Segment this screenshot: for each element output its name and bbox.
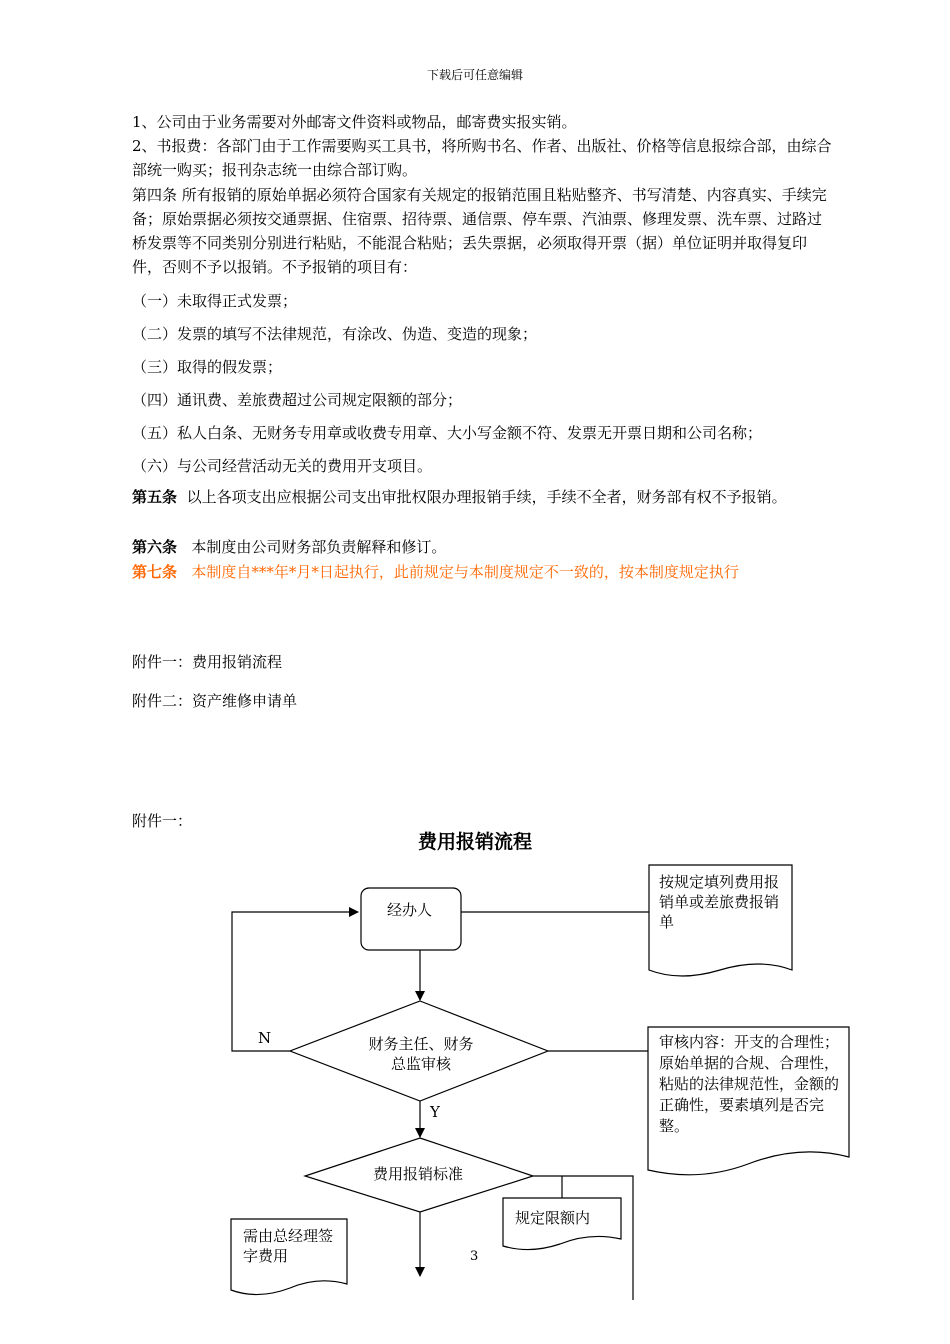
page-number: 3 [470, 1249, 479, 1264]
list-item: （二）发票的填写不法律规范，有涂改、伪造、变造的现象； [132, 325, 538, 343]
attachment-2: 附件二：资产维修申请单 [132, 692, 298, 710]
article-4: 第四条 所有报销的原始单据必须符合国家有关规定的报销范围且粘贴整齐、书写清楚、内容真实、手续完备；原始票据必须按交通票据、住宿票、招待票、通信票、停车票、汽油票、修理发票、洗车票、过路过桥发票等不同类别分别进行粘贴，不能混合粘贴；丢失票据，必须取得开票（据）单位证明并取得复印件，否则不予以报销。不予报销的项目有： [132, 186, 827, 276]
attachment-1: 附件一：费用报销流程 [132, 653, 283, 671]
attachment-1-heading: 附件一： [132, 812, 193, 830]
list-item: （四）通讯费、差旅费超过公司规定限额的部分； [132, 391, 463, 409]
article-5-label: 第五条 [132, 488, 178, 506]
gm-sign-text: 需由总经理签字费用 [243, 1227, 334, 1265]
paragraph-postage: 1、公司由于业务需要对外邮寄文件资料或物品，邮寄费实报实销。 [132, 113, 577, 131]
article-7-text: 本制度自***年*月*日起执行，此前规定与本制度规定不一致的，按本制度规定执行 [191, 563, 739, 581]
within-limit-text: 规定限额内 [515, 1209, 591, 1227]
list-item: （一）未取得正式发票； [132, 292, 298, 310]
list-item: （三）取得的假发票； [132, 358, 283, 376]
article-7-label: 第七条 [132, 563, 178, 581]
list-item: （五）私人白条、无财务专用章或收费专用章、大小写金额不符、发票无开票日期和公司名称； [132, 424, 763, 442]
article-5-text: 以上各项支出应根据公司支出审批权限办理报销手续，手续不全者，财务部有权不予报销。 [186, 488, 787, 506]
label-y: Y [430, 1103, 440, 1121]
list-item: （六）与公司经营活动无关的费用开支项目。 [132, 457, 433, 475]
page-header: 下载后可任意编辑 [426, 68, 523, 82]
article-6-text: 本制度由公司财务部负责解释和修订。 [191, 538, 447, 556]
handler-label: 经办人 [387, 901, 433, 919]
standard-label: 费用报销标准 [372, 1165, 463, 1183]
label-n: N [258, 1029, 272, 1047]
paragraph-books: 2、书报费：各部门由于工作需要购买工具书，将所购书名、作者、出版社、价格等信息报综合部，由综合部统一购买；报刊杂志统一由综合部订购。 [132, 137, 832, 179]
fill-form-text: 按规定填列费用报销单或差旅费报销单 [659, 873, 780, 931]
review-content-text: 审核内容：开支的合理性；原始单据的合规、合理性，粘贴的法律规范性，金额的正确性，要素填列是否完整。 [659, 1033, 840, 1135]
article-6-label: 第六条 [132, 538, 178, 556]
review-label: 财务主任、财务总监审核 [368, 1035, 474, 1073]
flowchart-title: 费用报销流程 [417, 831, 532, 853]
